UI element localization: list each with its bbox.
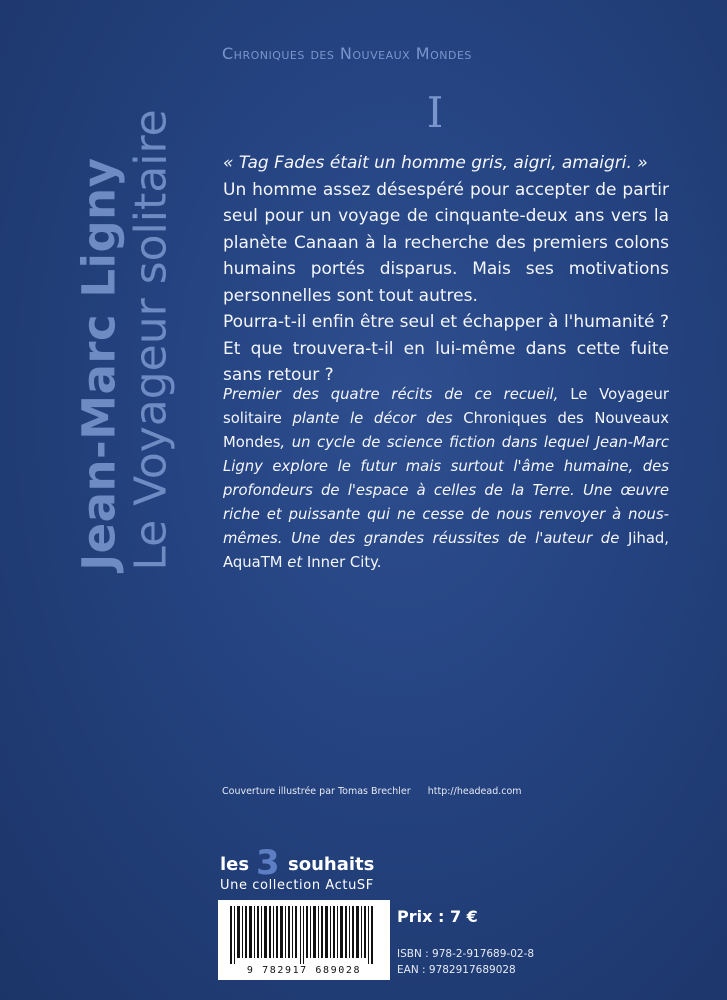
spine-book-title: Le Voyageur solitaire [125,109,177,571]
series-title: Chroniques des Nouveaux Mondes [222,44,472,63]
cover-illustrator: Couverture illustrée par Tomas Brechler [222,786,411,797]
blurb-quote: « Tag Fades était un homme gris, aigri, amaigri. » [223,153,648,173]
review-title-3: Jihad, AquaTM [223,530,669,571]
spine-text [72,109,177,571]
volume-number: I [426,88,444,137]
review-title-1: Le Voyageur solitaire [223,386,669,427]
blurb-paragraph-2: Pourra-t-il enfin être seul et échapper à l'humanité ? Et que trouvera-t-il en lui-même dans cette fuite sans retour ? [223,312,669,385]
price: Prix : 7 € [397,907,478,926]
review-part-3: , un cycle de science fiction dans lequel Jean-Marc Ligny explore le futur mais surtout l'âme humaine, des profondeurs de l'espace à celles de la Terre. Une œuvre riche et puissante qui ne cesse de nous renvoyer à nous-mêmes. Une des grandes réussites de l'auteur de [223,434,669,547]
barcode-digits: 9 782917 689028 [246,965,362,976]
isbn: ISBN : 978-2-917689-02-8 [397,948,535,960]
spine-author: Jean-Marc Ligny [72,157,126,571]
cover-credit [222,786,642,797]
barcode [218,900,390,980]
illustrator-url: http://headead.com [427,786,522,797]
review-title-2: Chroniques des Nouveaux Mondes [223,410,669,451]
review-title-4: Inner City [306,554,377,571]
review-paragraph [223,383,669,575]
blurb [223,150,669,389]
spine-title-block [60,60,190,620]
barcode-bars [228,906,380,964]
review [223,383,669,575]
blurb-paragraph-1: Un homme assez désespéré pour accepter de partir seul pour un voyage de cinquante-deux ans vers la planète Canaan à la recherche des premiers colons humains portés disparus. Mais ses motivations personnelles sont tout autres. [223,179,669,306]
logo-les: les [220,854,250,875]
logo-souhaits: souhaits [288,854,375,875]
logo-three: 3 [256,843,280,883]
review-part-2: plante le décor des [292,410,453,427]
collection-name: Une collection ActuSF [220,878,374,893]
review-part-1: Premier des quatre récits de ce recueil, [223,386,559,403]
review-and: et [287,554,303,571]
ean: EAN : 9782917689028 [397,964,516,976]
review-end: . [376,554,382,571]
